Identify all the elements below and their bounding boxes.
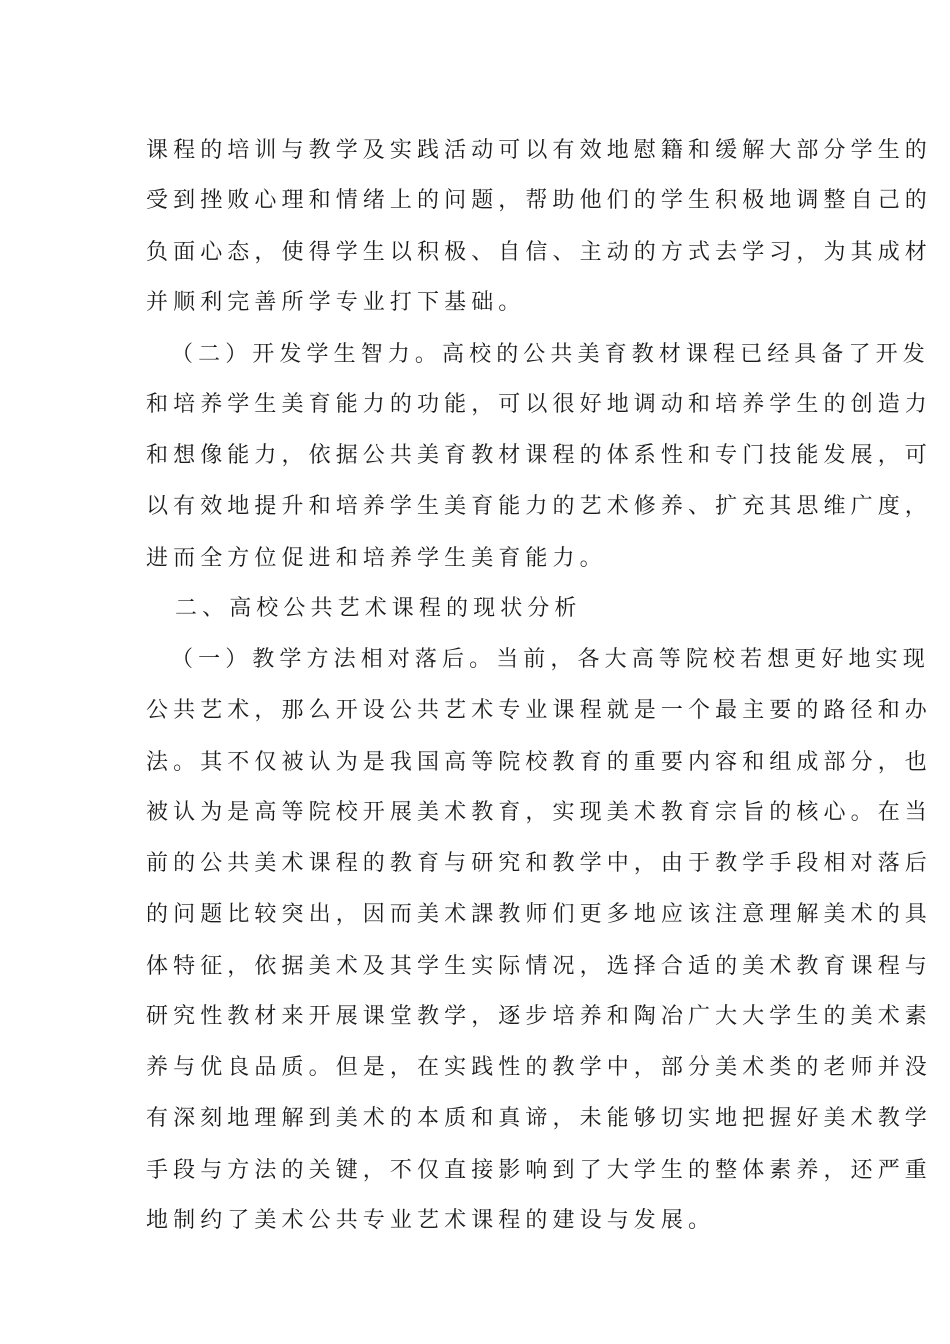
body-line: 公共艺术，那么开设公共艺术专业课程就是一个最主要的路径和办	[146, 698, 932, 723]
body-line: 并顺利完善所学专业打下基础。	[146, 290, 526, 315]
body-line: 地制约了美术公共专业艺术课程的建设与发展。	[146, 1208, 716, 1233]
body-line: 和培养学生美育能力的功能，可以很好地调动和培养学生的创造力	[146, 392, 932, 417]
body-line: 的问题比较突出，因而美术課教师们更多地应该注意理解美术的具	[146, 902, 932, 927]
body-line: 负面心态，使得学生以积极、自信、主动的方式去学习，为其成材	[146, 240, 932, 265]
body-line: 有深刻地理解到美术的本质和真谛，未能够切实地把握好美术教学	[146, 1106, 932, 1131]
body-line: 法。其不仅被认为是我国高等院校教育的重要内容和组成部分，也	[146, 750, 932, 775]
body-line: 以有效地提升和培养学生美育能力的艺术修养、扩充其思维广度，	[146, 494, 932, 519]
body-line: 前的公共美术课程的教育与研究和教学中，由于教学手段相对落后	[146, 851, 932, 876]
body-line: 和想像能力，依据公共美育教材课程的体系性和专门技能发展，可	[146, 443, 932, 468]
section-heading: 二、高校公共艺术课程的现状分析	[175, 596, 582, 621]
body-line: 被认为是高等院校开展美术教育，实现美术教育宗旨的核心。在当	[146, 800, 932, 825]
paragraph-first-line: （二）开发学生智力。高校的公共美育教材课程已经具备了开发	[171, 342, 930, 367]
body-line: 养与优良品质。但是，在实践性的教学中，部分美术类的老师并没	[146, 1055, 932, 1080]
body-line: 研究性教材来开展课堂教学，逐步培养和陶冶广大大学生的美术素	[146, 1004, 932, 1029]
body-line: 受到挫败心理和情绪上的问题，帮助他们的学生积极地调整自己的	[146, 188, 932, 213]
body-line: 进而全方位促进和培养学生美育能力。	[146, 546, 607, 571]
body-line: 手段与方法的关键，不仅直接影响到了大学生的整体素养，还严重	[146, 1158, 932, 1183]
body-line: 体特征，依据美术及其学生实际情况，选择合适的美术教育课程与	[146, 954, 932, 979]
body-line: 课程的培训与教学及实践活动可以有效地慰籍和缓解大部分学生的	[146, 138, 932, 163]
paragraph-first-line: （一）教学方法相对落后。当前，各大高等院校若想更好地实现	[171, 647, 930, 672]
